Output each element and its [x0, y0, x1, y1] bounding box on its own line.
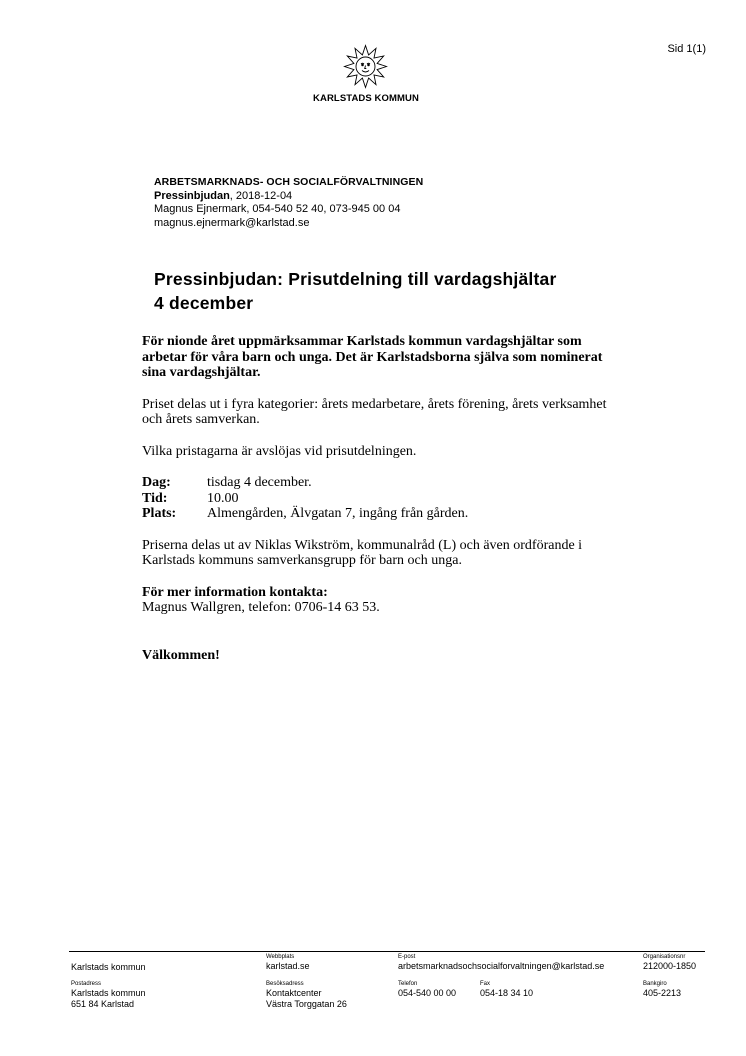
- footer-visit: [266, 981, 347, 1010]
- event-row-time: [142, 491, 622, 507]
- headline-line-1: Pressinbjudan: Prisutdelning till vardagshjältar: [154, 269, 557, 289]
- categories-paragraph: Priset delas ut i fyra kategorier: årets medarbetare, årets förening, årets verksamhet och årets samverkan.: [142, 396, 607, 427]
- bankgiro-label: Bankgiro: [643, 981, 667, 987]
- phone-label: Telefon: [398, 981, 418, 987]
- event-key: Plats:: [142, 506, 177, 521]
- orgnr-value: 212000-1850: [643, 961, 697, 971]
- footer-orgnr: [643, 954, 696, 972]
- footer-divider: [69, 951, 705, 952]
- orgnr-label: Organisationsnr: [643, 954, 686, 960]
- visit-line-2: Västra Torggatan 26: [266, 999, 347, 1009]
- website-value: karlstad.se: [266, 961, 310, 971]
- karlstad-sun-icon: [343, 44, 388, 89]
- press-body: [142, 334, 622, 663]
- contact-heading: För mer information kontakta:: [142, 584, 328, 600]
- page-number: Sid 1(1): [667, 43, 706, 55]
- footer-fax: [480, 981, 533, 999]
- event-row-date: [142, 475, 622, 491]
- closing-greeting: Välkommen!: [142, 647, 220, 663]
- phone-value: 054-540 00 00: [398, 988, 457, 998]
- footer-org: [71, 962, 146, 973]
- footer-website: [266, 954, 310, 972]
- event-value: tisdag 4 december.: [207, 475, 312, 490]
- org-name: KARLSTADS KOMMUN: [313, 93, 419, 104]
- headline-line-2: 4 december: [154, 293, 254, 313]
- postal-line-2: 651 84 Karlstad: [71, 999, 135, 1009]
- event-key: Tid:: [142, 490, 168, 506]
- contact-line: Magnus Ejnermark, 054-540 52 40, 073-945 00 04: [154, 203, 401, 215]
- doc-date: , 2018-12-04: [229, 189, 293, 202]
- department-name: ARBETSMARKNADS- OCH SOCIALFÖRVALTNINGEN: [154, 176, 424, 188]
- website-label: Webbplats: [266, 954, 295, 960]
- visit-label: Besöksadress: [266, 981, 304, 987]
- footer-email: [398, 954, 604, 972]
- email-label: E-post: [398, 954, 416, 960]
- presenter-paragraph: Priserna delas ut av Niklas Wikström, kommunalråd (L) och även ordförande i Karlstads kommuns samverkansgrupp för barn och unga.: [142, 537, 583, 568]
- contact-text: Magnus Wallgren, telefon: 0706-14 63 53.: [142, 600, 380, 615]
- doc-type: Pressinbjudan: [154, 189, 230, 202]
- headline: [154, 267, 634, 315]
- fax-label: Fax: [480, 981, 491, 987]
- email-value: arbetsmarknadsochsocialforvaltningen@karlstad.se: [398, 961, 605, 971]
- footer-phone: [398, 981, 456, 999]
- event-details: [142, 475, 622, 522]
- doc-type-line: [154, 190, 423, 204]
- event-key: Dag:: [142, 475, 171, 490]
- event-value: Almengården, Älvgatan 7, ingång från gården.: [207, 506, 469, 521]
- visit-line-1: Kontaktcenter: [266, 988, 322, 998]
- event-value: 10.00: [207, 490, 239, 506]
- fax-value: 054-18 34 10: [480, 988, 534, 998]
- footer-postal: [71, 981, 146, 1010]
- footer-org-name: Karlstads kommun: [71, 962, 146, 972]
- contact-email: magnus.ejnermark@karlstad.se: [154, 216, 310, 229]
- postal-label: Postadress: [71, 981, 102, 987]
- footer-bankgiro: [643, 981, 681, 999]
- bankgiro-value: 405-2213: [643, 988, 682, 998]
- reveal-paragraph: Vilka pristagarna är avslöjas vid prisutdelningen.: [142, 443, 417, 459]
- lead-paragraph: För nionde året uppmärksammar Karlstads kommun vardagshjältar som arbetar för våra barn och unga. Det är Karlstadsborna själva som nominerat sina vardagshjältar.: [142, 334, 603, 380]
- event-row-place: [142, 506, 622, 522]
- postal-line-1: Karlstads kommun: [71, 988, 146, 998]
- sender-block: [154, 176, 423, 230]
